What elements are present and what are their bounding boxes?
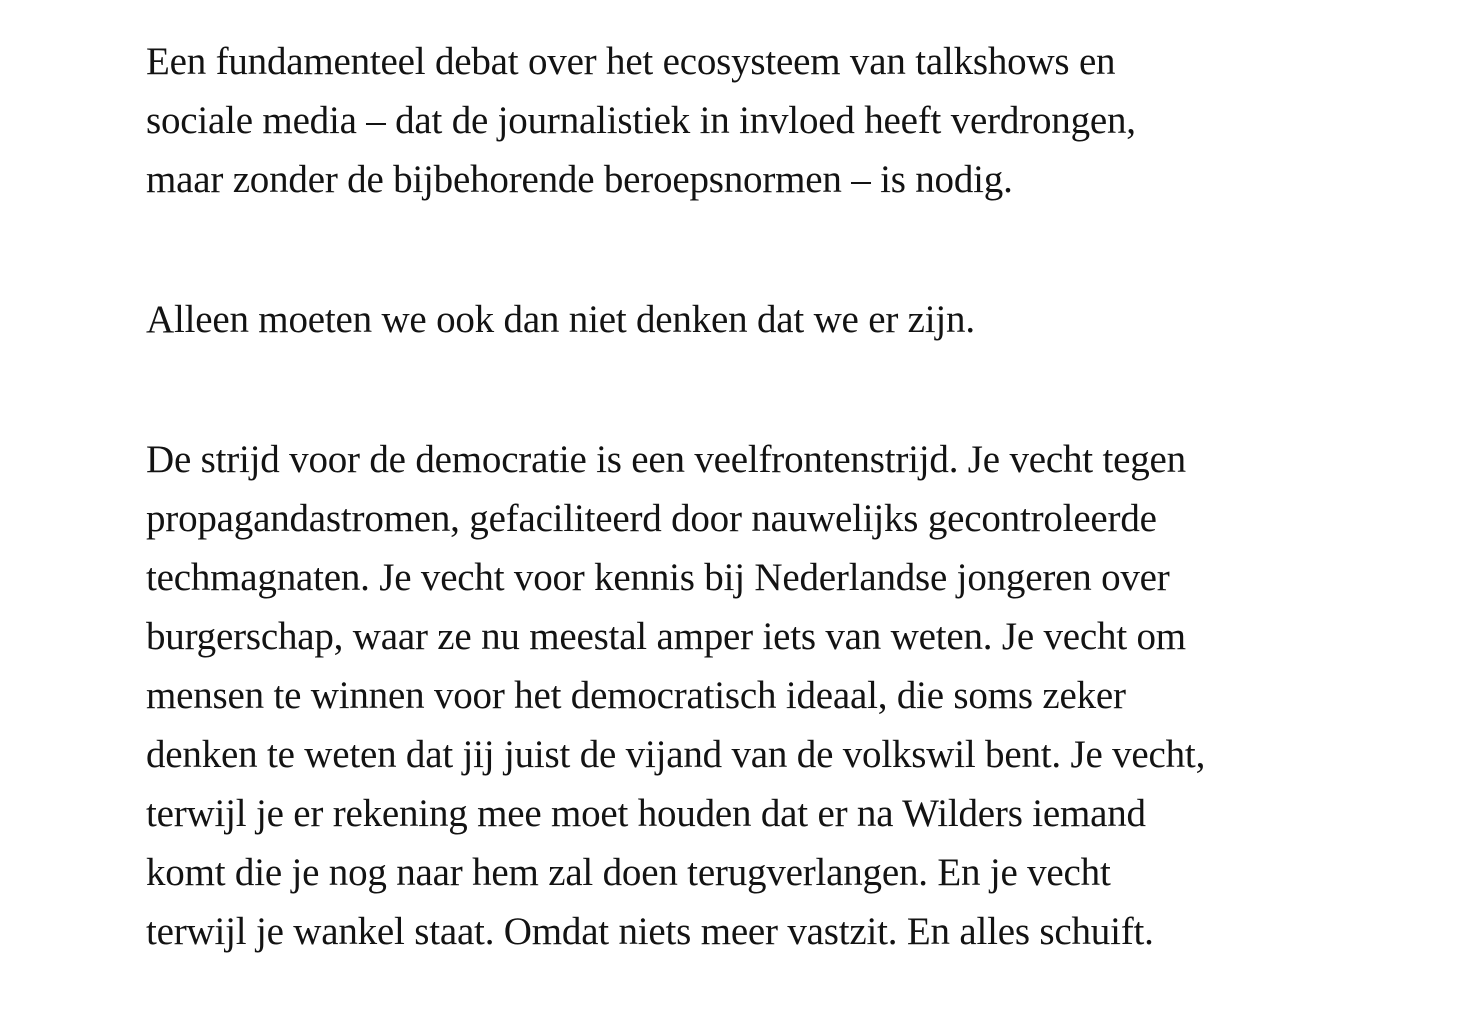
text-line: maar zonder de bijbehorende beroepsnormen – is nodig. [146, 158, 1013, 201]
text-line: mensen te winnen voor het democratisch ideaal, die soms zeker [146, 674, 1126, 717]
text-line: denken te weten dat jij juist de vijand van de volkswil bent. Je vecht, [146, 733, 1206, 776]
paragraph [146, 32, 1386, 209]
text-line: techmagnaten. Je vecht voor kennis bij Nederlandse jongeren over [146, 556, 1170, 599]
text-line: Alleen moeten we ook dan niet denken dat we er zijn. [146, 298, 975, 341]
text-line: De strijd voor de democratie is een veelfrontenstrijd. Je vecht tegen [146, 438, 1186, 481]
text-line: Een fundamenteel debat over het ecosysteem van talkshows en [146, 40, 1116, 83]
article-body-text [146, 0, 1386, 961]
paragraph [146, 430, 1386, 961]
paragraph [146, 290, 1386, 349]
text-line: sociale media – dat de journalistiek in invloed heeft verdrongen, [146, 99, 1136, 142]
text-line: terwijl je wankel staat. Omdat niets meer vastzit. En alles schuift. [146, 910, 1154, 953]
text-line: propagandastromen, gefaciliteerd door nauwelijks gecontroleerde [146, 497, 1157, 540]
text-line: komt die je nog naar hem zal doen terugverlangen. En je vecht [146, 851, 1111, 894]
text-line: terwijl je er rekening mee moet houden dat er na Wilders iemand [146, 792, 1146, 835]
text-line: burgerschap, waar ze nu meestal amper iets van weten. Je vecht om [146, 615, 1186, 658]
